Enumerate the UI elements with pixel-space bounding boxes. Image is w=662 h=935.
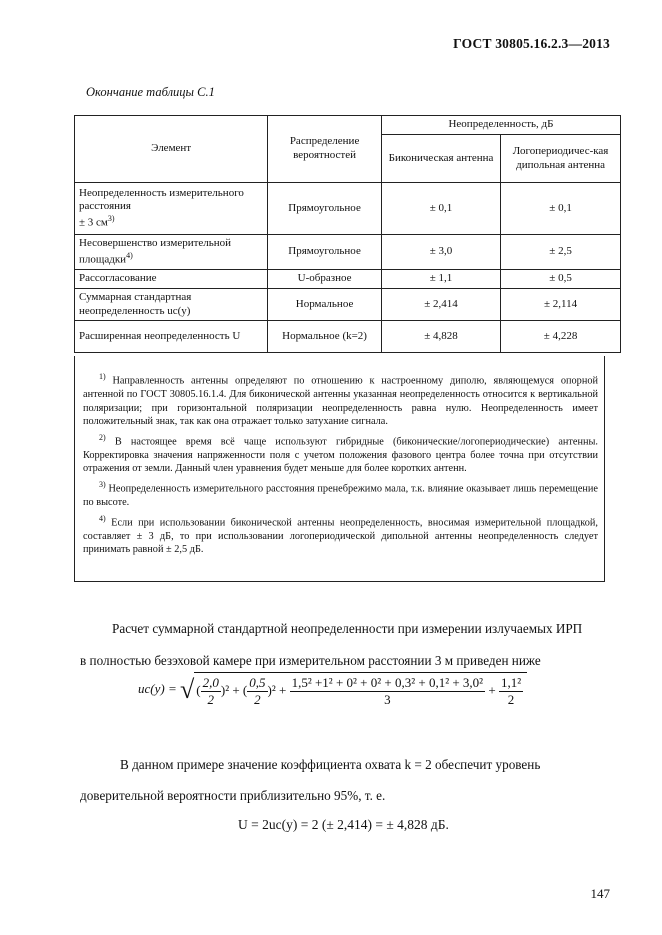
header-biconical: Биконическая антенна xyxy=(381,135,500,183)
cell-element: Рассогласование xyxy=(75,270,268,289)
body-paragraph-2: В данном примере значение коэффициента охвата k = 2 обеспечит уровень xyxy=(120,757,541,772)
term3-num: 1,5² +1² + 0² + 0² + 0,3² + 0,1² + 3,0² xyxy=(291,675,484,690)
term1-num: 2,0 xyxy=(202,675,219,690)
footnote-4: $^{4)}$ Если при использовании биконической антенны неопределенность, вносимая измерительной площадкой, составляет ± 3 дБ, то при использовании логопериодической дипольной антенны неопределенность следует принимать равной ± 2,5 дБ. xyxy=(83,513,598,556)
table-row xyxy=(75,270,621,289)
cell-biconical: ± 0,1 xyxy=(381,183,500,235)
term4-num: 1,1² xyxy=(500,675,522,690)
table-row xyxy=(75,183,621,235)
header-logperiodic: Логопериодичес-кая дипольная антенна xyxy=(501,135,621,183)
footnote-2: $^{2)}$ В настоящее время всё чаще используют гибридные (биконические/логопериодические) антенны. Корректировка значения напряженности поля с учетом положения фазового центра более точна при отсутствии отражения от земли. Данный член уравнения будет меньше для более коротких антенн. xyxy=(83,432,599,475)
page-number: 147 xyxy=(590,886,610,901)
body-paragraph-2-cont: доверительной вероятности приблизительно 95%, т. е. xyxy=(80,788,386,803)
table-caption: Окончание таблицы С.1 xyxy=(86,85,215,99)
cell-distribution: Прямоугольное xyxy=(268,183,382,235)
table-row xyxy=(75,321,621,353)
table-footnotes xyxy=(74,356,605,582)
cell-distribution: Прямоугольное xyxy=(268,235,382,270)
cell-logperiodic: ± 2,114 xyxy=(501,288,621,321)
formula-lhs: uc(y) = xyxy=(138,680,177,696)
footnote-1: $^{1)}$ Направленность антенны определяют по отношению к настроенному диполю, являющемуся опорной антенной по ГОСТ 30805.16.1.4. Для биконической антенны указанная неопределенность относится к вертикальной поляризации; при горизонтальной поляризации неопределенность равна нулю. Неопределенность имеет положительный знак, так как она отражает только затухание сигнала. xyxy=(83,372,598,428)
cell-logperiodic: ± 0,1 xyxy=(501,183,621,235)
cell-biconical: ± 4,828 xyxy=(381,321,500,353)
term2-num: 0,5 xyxy=(249,675,266,690)
cell-distribution: Нормальное (k=2) xyxy=(268,321,382,353)
header-element: Элемент xyxy=(75,116,268,183)
standard-code-header: ГОСТ 30805.16.2.3—2013 xyxy=(453,36,610,51)
body-paragraph-1: Расчет суммарной стандартной неопределенности при измерении излучаемых ИРП xyxy=(112,621,583,636)
cell-logperiodic: ± 4,228 xyxy=(501,321,621,353)
expanded-uncertainty-formula: U = 2uc(y) = 2 (± 2,414) = ± 4,828 дБ. xyxy=(238,817,449,832)
cell-biconical: ± 1,1 xyxy=(381,270,500,289)
cell-biconical: ± 2,414 xyxy=(381,288,500,321)
combined-uncertainty-formula: uc(y) = √( $\frac{2,0}{2}$ )² + ( $\frac{0,5}{2}$ )² + $\frac{\text{1,5² +1² + 0² + 0² + 0,3² + 0,1² + 3,0²}}{3}$ + $\frac{\text{1,1²}}{2}$ xyxy=(138,672,527,722)
cell-logperiodic: ± 2,5 xyxy=(501,235,621,270)
uncertainty-table xyxy=(74,115,621,353)
cell-distribution: U-образное xyxy=(268,270,382,289)
footnote-3: $^{3)}$ Неопределенность измерительного расстояния пренебрежимо мала, т.к. влияние оказывает лишь перемещение по высоте. xyxy=(83,480,599,509)
cell-element: Суммарная стандартная неопределенность uc(y) xyxy=(75,288,268,321)
cell-element: Неопределенность измерительного расстояния ± 3 $см^{3)}$ xyxy=(75,183,268,235)
header-distribution: Распределение вероятностей xyxy=(268,116,382,183)
table-row xyxy=(75,288,621,321)
body-paragraph-1-cont: в полностью безэховой камере при измерительном расстоянии 3 м приведен ниже xyxy=(80,653,541,668)
cell-distribution: Нормальное xyxy=(268,288,382,321)
cell-element: Несовершенство измерительной площадки$^{4)}$ xyxy=(75,235,268,270)
header-uncertainty: Неопределенность, дБ xyxy=(381,116,620,135)
cell-logperiodic: ± 0,5 xyxy=(501,270,621,289)
cell-biconical: ± 3,0 xyxy=(381,235,500,270)
table-row xyxy=(75,235,621,270)
table-header-row xyxy=(75,116,621,135)
cell-element: Расширенная неопределенность U xyxy=(75,321,268,353)
